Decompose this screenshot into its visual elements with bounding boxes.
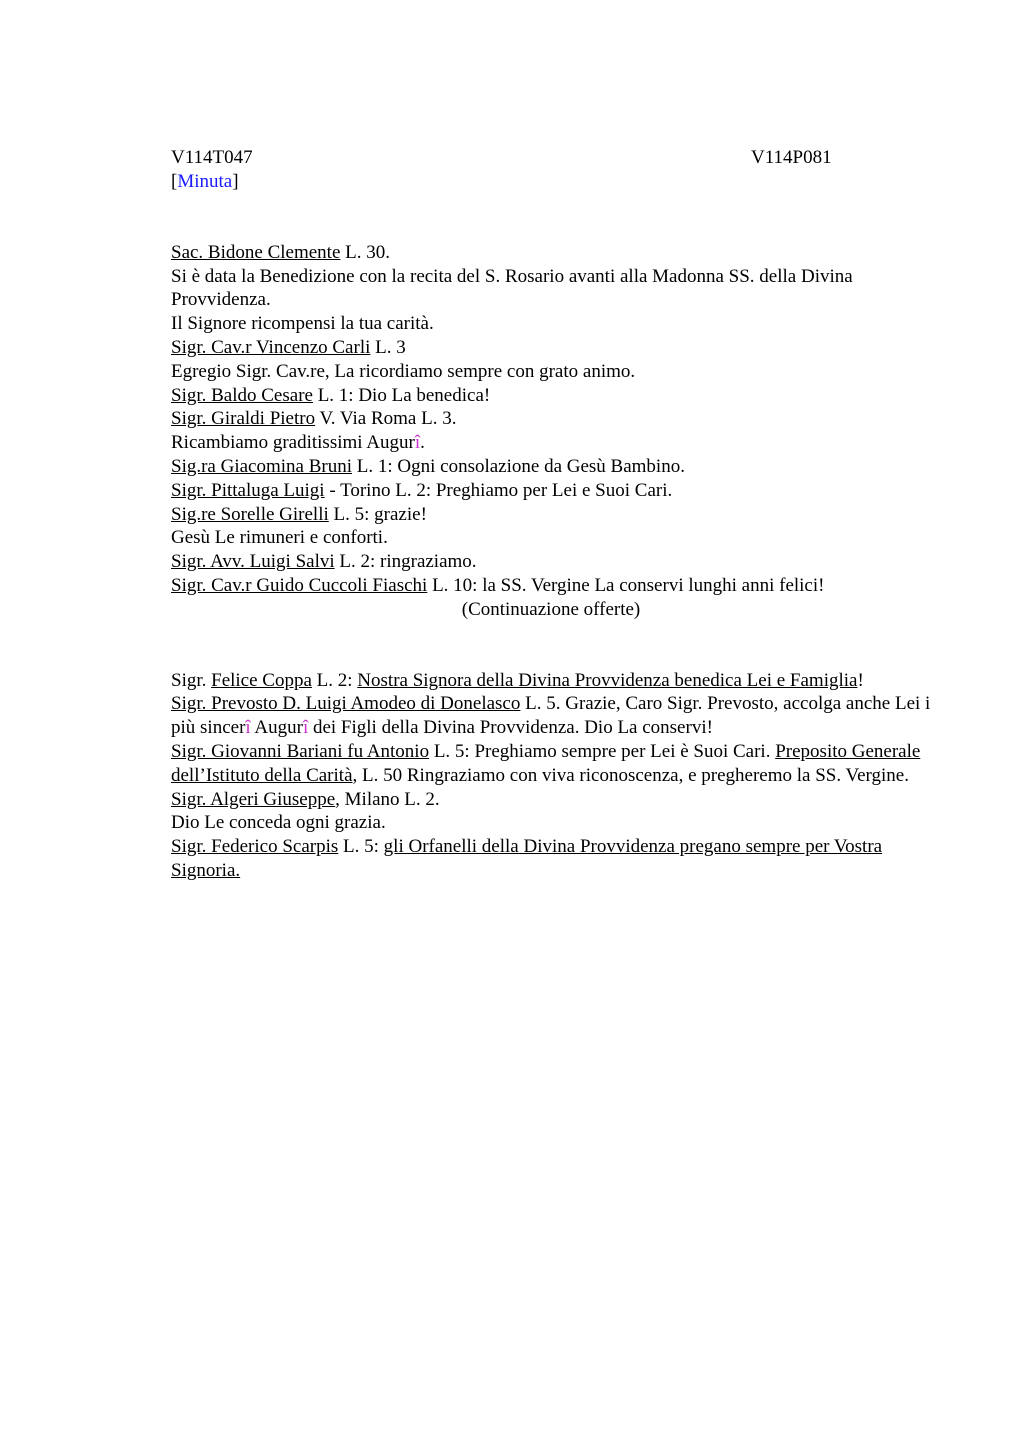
offering-line bbox=[171, 550, 931, 574]
donor-name: Felice Coppa bbox=[211, 669, 312, 691]
highlighted-char: î bbox=[245, 717, 251, 739]
offering-line bbox=[171, 384, 931, 408]
offering-text: L. 5. Grazie, Caro Sigr. Prevosto, accolga anche Lei i più sincer bbox=[171, 693, 931, 739]
offering-line bbox=[171, 574, 931, 598]
document-code-right: V114P081 bbox=[751, 147, 832, 168]
document-page bbox=[171, 146, 931, 883]
offering-text: , Milano L. 2. bbox=[335, 788, 440, 810]
donor-name: Sigr. Baldo Cesare bbox=[171, 384, 313, 406]
offering-text: L. 30. bbox=[340, 241, 390, 263]
donor-name: Sac. Bidone Clemente bbox=[171, 241, 341, 263]
donor-name: Sigr. Cav.r Guido Cuccoli Fiaschi bbox=[171, 574, 428, 596]
offering-line bbox=[171, 788, 931, 812]
offering-text-line: Dio Le conceda ogni grazia. bbox=[171, 812, 386, 834]
offering-text: L. 5: bbox=[338, 836, 384, 858]
offering-line bbox=[171, 835, 931, 883]
offerings-block-1 bbox=[171, 241, 931, 598]
offering-text: ! bbox=[857, 669, 864, 691]
donor-name: Sigr. Giraldi Pietro bbox=[171, 408, 316, 430]
offering-text: L. 1: Dio La benedica! bbox=[312, 384, 491, 406]
offering-text-line: Si è data la Benedizione con la recita del S. Rosario avanti alla Madonna SS. della Divina Provvidenza. bbox=[171, 265, 853, 311]
donor-name: Sigr. Prevosto D. Luigi Amodeo di Donelasco bbox=[171, 693, 521, 715]
offering-line bbox=[171, 241, 931, 265]
offering-text: Ricambiamo graditissimi Augur bbox=[171, 432, 415, 454]
offering-text: L. 2: ringraziamo. bbox=[334, 551, 477, 573]
offering-text: V. Via Roma L. 3. bbox=[315, 408, 457, 430]
offering-line bbox=[171, 479, 931, 503]
donor-name: Sigr. Pittaluga Luigi bbox=[171, 479, 325, 501]
offering-line bbox=[171, 407, 931, 431]
offering-text: . bbox=[420, 432, 425, 454]
offering-text: Sigr. bbox=[171, 669, 212, 691]
offerings-block-2 bbox=[171, 669, 931, 883]
offering-text: - Torino L. 2: Preghiamo per Lei e Suoi Cari. bbox=[324, 479, 673, 501]
offering-text: dei Figli della Divina Provvidenza. Dio La conservi! bbox=[308, 717, 713, 739]
offering-line bbox=[171, 503, 931, 527]
offering-text-line bbox=[171, 431, 931, 455]
offering-text: L. 5: Preghiamo sempre per Lei è Suoi Cari. bbox=[429, 740, 776, 762]
offering-line bbox=[171, 455, 931, 479]
offering-text-line: Egregio Sigr. Cav.re, La ricordiamo sempre con grato animo. bbox=[171, 360, 636, 382]
offering-text: L. 2: bbox=[311, 669, 358, 691]
highlighted-char: î bbox=[302, 717, 309, 739]
offering-text: Augur bbox=[250, 717, 303, 739]
offering-line bbox=[171, 669, 931, 693]
bracket-open: [ bbox=[171, 171, 178, 192]
donor-name: Sigr. Algeri Giuseppe bbox=[171, 788, 336, 810]
donor-name: Sigr. Giovanni Bariani fu Antonio bbox=[171, 740, 430, 762]
donor-name: Sigr. Avv. Luigi Salvi bbox=[171, 551, 335, 573]
underlined-text: Preposito Generale dell’Istituto della Carità bbox=[171, 740, 921, 786]
donor-name: Sigr. Cav.r Vincenzo Carli bbox=[171, 336, 371, 358]
continuation-heading: (Continuazione offerte) bbox=[461, 598, 641, 620]
minuta-link[interactable]: Minuta bbox=[177, 171, 233, 192]
underlined-text: gli Orfanelli della Divina Provvidenza pregano sempre per Vostra Signoria. bbox=[171, 836, 883, 881]
donor-name: Sigr. Federico Scarpis bbox=[171, 836, 339, 858]
offering-text: L. 1: Ogni consolazione da Gesù Bambino. bbox=[352, 455, 685, 477]
underlined-text: Nostra Signora della Divina Provvidenza benedica Lei e Famiglia bbox=[357, 669, 858, 691]
document-code-left: V114T047 bbox=[171, 147, 253, 168]
offering-line bbox=[171, 692, 931, 740]
offering-text: L. 10: la SS. Vergine La conservi lunghi anni felici! bbox=[427, 574, 825, 596]
offering-text-line: Il Signore ricompensi la tua carità. bbox=[171, 313, 434, 335]
highlighted-char: î bbox=[414, 432, 421, 454]
minuta-label bbox=[171, 170, 931, 194]
donor-name: Sig.ra Giacomina Bruni bbox=[171, 455, 352, 477]
offering-line bbox=[171, 740, 931, 788]
donor-name: Sig.re Sorelle Girelli bbox=[171, 503, 329, 525]
offering-text: L. 3 bbox=[370, 336, 406, 358]
bracket-close: ] bbox=[232, 171, 239, 192]
offering-text-line: Gesù Le rimuneri e conforti. bbox=[171, 527, 388, 549]
offering-text: , L. 50 Ringraziamo con viva riconoscenza, e pregheremo la SS. Vergine. bbox=[352, 764, 909, 786]
offering-line bbox=[171, 336, 931, 360]
offering-text: L. 5: grazie! bbox=[328, 503, 427, 525]
document-header bbox=[171, 146, 931, 170]
